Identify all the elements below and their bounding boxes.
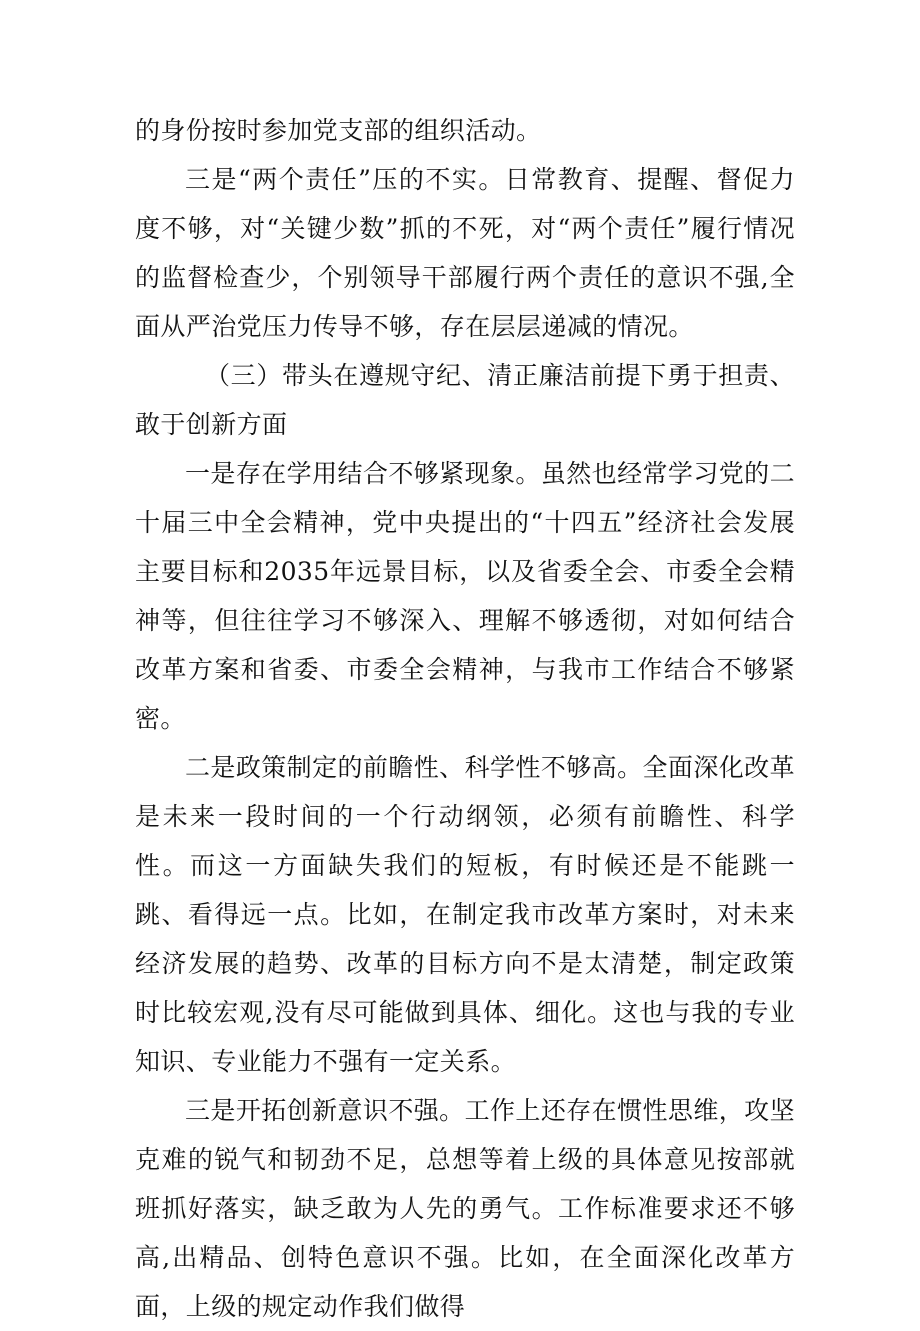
section-heading: （三）带头在遵规守纪、清正廉洁前提下勇于担责、敢于创新方面 — [135, 361, 795, 439]
paragraph-point-one: 一是存在学用结合不够紧现象。虽然也经常学习党的二十届三中全会精神，党中央提出的“十四五”经济社会发展主要目标和2035年远景目标，以及省委全会、市委全会精神等，但往往学习不够深入、理解不够透彻，对如何结合改革方案和省委、市委全会精神，与我市工作结合不够紧密。 — [135, 459, 795, 733]
paragraph-continuation: 的身份按时参加党支部的组织活动。 — [135, 116, 542, 145]
document-body — [135, 106, 795, 1331]
paragraph-point-three: 三是开拓创新意识不强。工作上还存在惯性思维，攻坚克难的锐气和韧劲不足，总想等着上级的具体意见按部就班抓好落实，缺乏敢为人先的勇气。工作标准要求还不够高,出精品、创特色意识不强。比如，在全面深化改革方面，上级的规定动作我们做得 — [135, 1096, 795, 1321]
paragraph-responsibility: 三是“两个责任”压的不实。日常教育、提醒、督促力度不够，对“关键少数”抓的不死，对“两个责任”履行情况的监督检查少，个别领导干部履行两个责任的意识不强,全面从严治党压力传导不够，存在层层递减的情况。 — [135, 165, 795, 341]
paragraph-point-two: 二是政策制定的前瞻性、科学性不够高。全面深化改革是未来一段时间的一个行动纲领，必须有前瞻性、科学性。而这一方面缺失我们的短板，有时候还是不能跳一跳、看得远一点。比如，在制定我市改革方案时，对未来经济发展的趋势、改革的目标方向不是太清楚，制定政策时比较宏观,没有尽可能做到具体、细化。这也与我的专业知识、专业能力不强有一定关系。 — [135, 753, 795, 1076]
